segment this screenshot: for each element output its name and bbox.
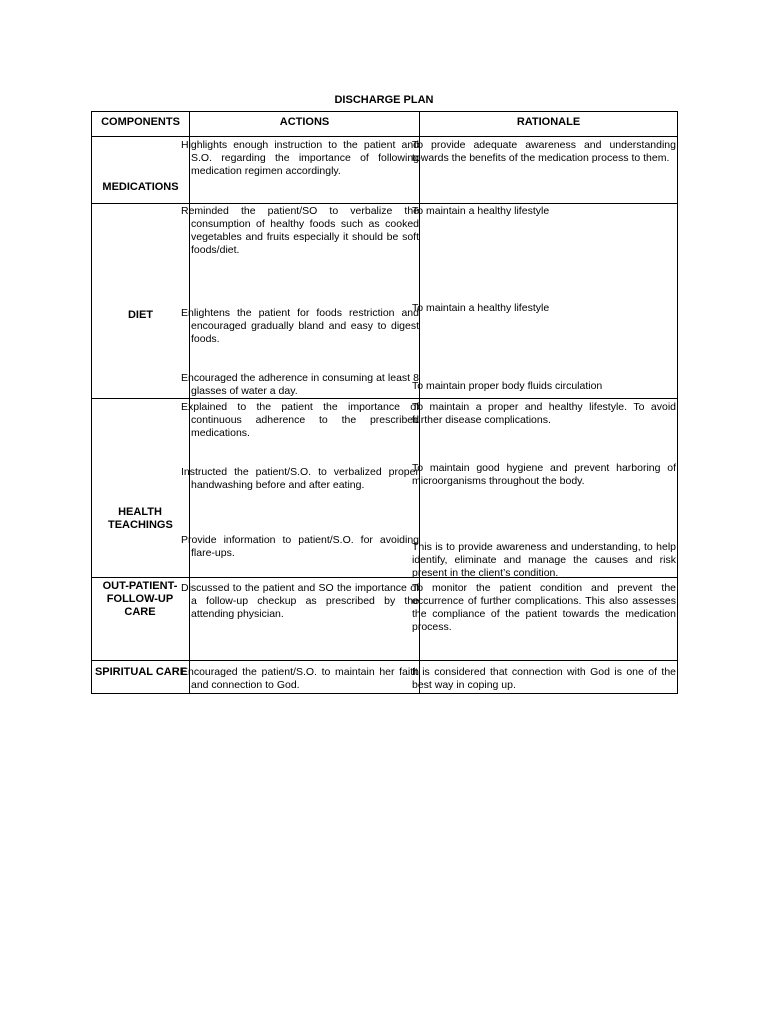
rationale-diet-1: To maintain a healthy lifestyle — [412, 205, 550, 217]
action-health-3: Provide information to patient/S.O. for avoiding flare-ups. — [181, 534, 419, 559]
rationale-outpatient-1: To monitor the patient condition and prevent the occurrence of further complications. This also assesses the compliance of the patient towards the medication process. — [412, 582, 676, 633]
rationale-health-1: To maintain a proper and healthy lifestyle. To avoid further disease complications. — [412, 401, 676, 426]
component-medications: MEDICATIONS — [102, 181, 179, 193]
action-diet-3: Encouraged the adherence in consuming at least 8 glasses of water a day. — [181, 372, 419, 397]
component-spiritual-care: SPIRITUAL CARE — [94, 666, 188, 678]
rationale-health-2: To maintain good hygiene and prevent harboring of microorganisms throughout the body. — [412, 462, 676, 487]
page-title: DISCHARGE PLAN — [334, 94, 434, 106]
rationale-medications-1: To provide adequate awareness and understanding towards the benefits of the medication process to them. — [412, 139, 676, 164]
rationale-diet-2: To maintain a healthy lifestyle — [412, 302, 550, 314]
component-health-teachings: HEALTH TEACHINGS — [108, 506, 173, 531]
action-health-1: Explained to the patient the importance of continuous adherence to the prescribed medications. — [181, 401, 419, 439]
header-components: COMPONENTS — [101, 116, 180, 128]
header-actions: ACTIONS — [279, 116, 330, 128]
action-medications-1: Highlights enough instruction to the patient and S.O. regarding the importance of following medication regimen accordingly. — [181, 139, 419, 177]
action-health-2: Instructed the patient/S.O. to verbalized proper handwashing before and after eating. — [181, 466, 419, 491]
action-spiritual-1: Encouraged the patient/S.O. to maintain her faith and connection to God. — [181, 666, 419, 691]
component-outpatient-followup: OUT-PATIENT- FOLLOW-UP CARE — [102, 580, 178, 618]
rationale-spiritual-1: It is considered that connection with God is one of the best way in coping up. — [412, 666, 676, 691]
header-rationale: RATIONALE — [516, 116, 581, 128]
action-diet-1: Reminded the patient/SO to verbalize the consumption of healthy foods such as cooked vegetables and fruits especially it should be soft foods/diet. — [181, 205, 419, 256]
rationale-health-3: This is to provide awareness and understanding, to help identify, eliminate and manage the causes and risk present in the client’s condition. — [412, 541, 676, 579]
rationale-diet-3: To maintain proper body fluids circulation — [412, 380, 603, 392]
action-diet-2: Enlightens the patient for foods restriction and encouraged gradually bland and easy to digest foods. — [181, 307, 419, 345]
component-diet: DIET — [127, 309, 154, 321]
action-outpatient-1: Discussed to the patient and SO the importance of a follow-up checkup as prescribed by the attending physician. — [181, 582, 419, 620]
